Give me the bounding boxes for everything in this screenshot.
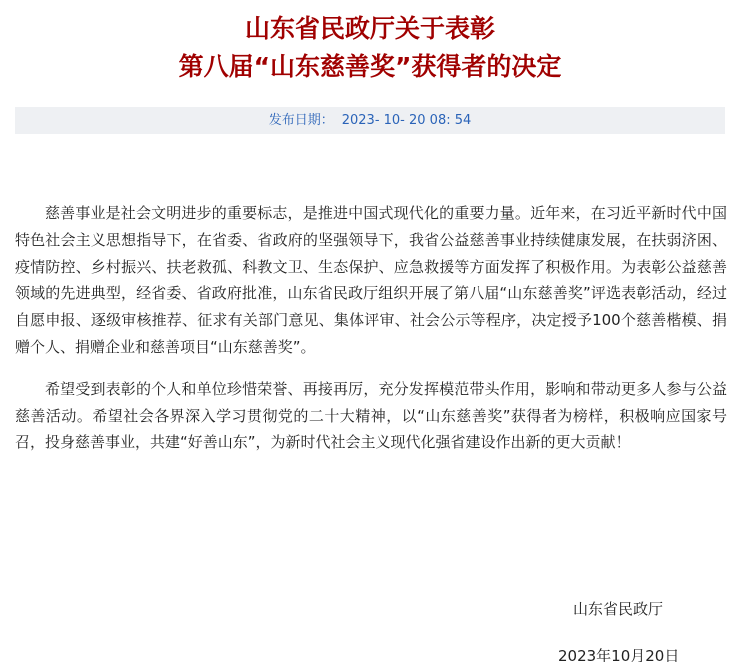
title-line-1: 山东省民政厅关于表彰 [244,14,495,43]
signature-date: 2023年10月20日 [558,647,680,662]
publish-info-bar [15,107,725,134]
publish-date-label: 发布日期： [268,113,334,128]
document-title [0,10,740,86]
publish-datetime: 2023- 10- 20 08: 54 [341,113,472,128]
body-paragraph-2: 希望受到表彰的个人和单位珍惜荣誉、再接再厉，充分发挥模范带头作用，影响和带动更多人参与公益慈善活动。希望社会各界深入学习贯彻党的二十大精神，以“山东慈善奖”获得者为榜样，积极响应国家号召，投身慈善事业，共建“好善山东”，为新时代社会主义现代化强省建设作出新的更大贡献！ [15,379,727,452]
signature-organization: 山东省民政厅 [573,600,664,618]
document-body [15,200,727,471]
title-line-2: 第八届“山东慈善奖”获得者的决定 [178,52,562,81]
body-paragraph-1: 慈善事业是社会文明进步的重要标志，是推进中国式现代化的重要力量。近年来，在习近平新时代中国特色社会主义思想指导下，在省委、省政府的坚强领导下，我省公益慈善事业持续健康发展，在扶弱济困、疫情防控、乡村振兴、扶老救孤、科教文卫、生态保护、应急救援等方面发挥了积极作用。为表彰公益慈善领域的先进典型，经省委、省政府批准，山东省民政厅组织开展了第八届“山东慈善奖”评选表彰活动，经过自愿申报、逐级审核推荐、征求有关部门意见、集体评审、社会公示等程序，决定授予100个慈善楷模、捐赠个人、捐赠企业和慈善项目“山东慈善奖”。 [15,204,727,356]
